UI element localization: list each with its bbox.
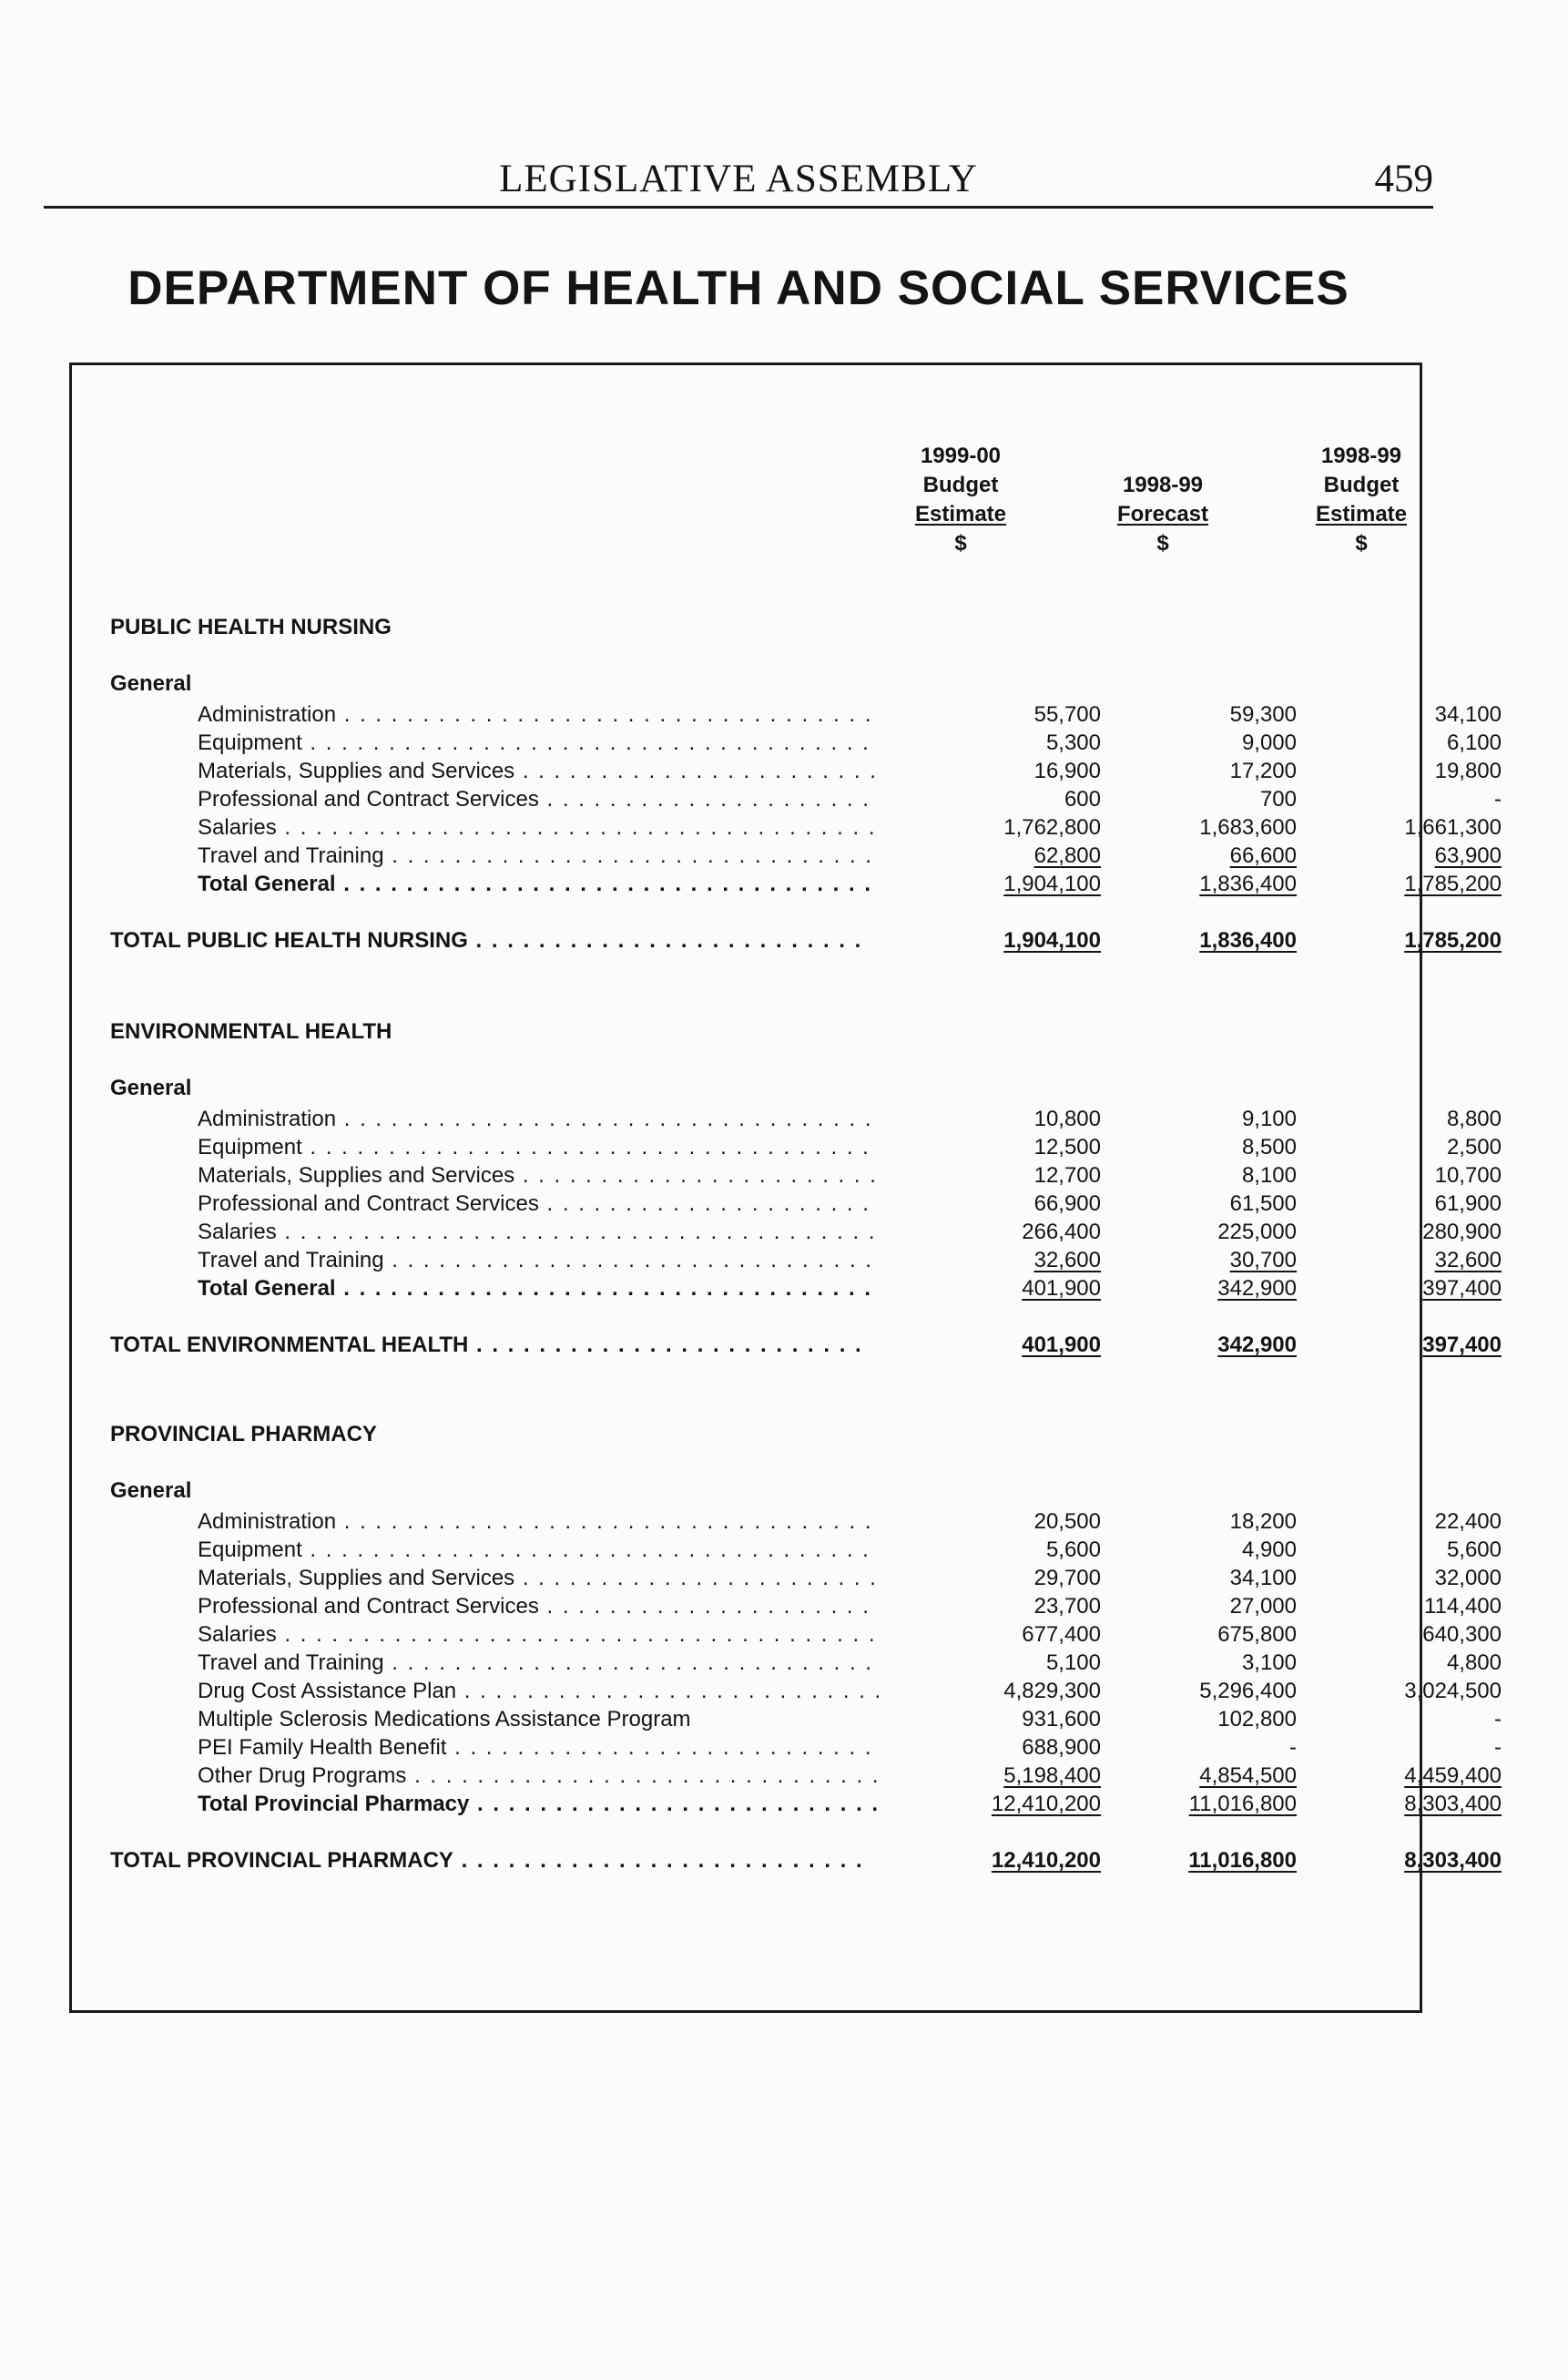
value-1998-99-forecast: 700 — [1259, 787, 1297, 812]
value-1998-99-budget: 10,700 — [1434, 1163, 1502, 1188]
value-1998-99-budget: 63,900 — [1434, 843, 1502, 868]
table-row — [110, 1763, 1502, 1792]
value-1999-00-budget: 401,900 — [1022, 1333, 1101, 1357]
table-row — [110, 1537, 1502, 1566]
value-1999-00-budget: 66,900 — [1033, 1191, 1101, 1216]
value-1998-99-budget: 5,600 — [1446, 1537, 1502, 1562]
value-1999-00-budget: 5,600 — [1045, 1537, 1101, 1562]
row-label: Administration . . . — [198, 1509, 879, 1535]
value-1999-00-budget: 16,900 — [1033, 759, 1101, 783]
value-1998-99-forecast: 5,296,400 — [1199, 1679, 1297, 1703]
value-1998-99-forecast: 9,100 — [1241, 1107, 1297, 1131]
table-row — [110, 730, 1502, 759]
department-title: DEPARTMENT OF HEALTH AND SOCIAL SERVICES — [127, 261, 1349, 315]
section-title: PUBLIC HEALTH NURSING — [110, 615, 392, 639]
value-1999-00-budget: 62,800 — [1033, 843, 1101, 868]
row-label: Professional and Contract Services . . . — [198, 787, 879, 812]
value-1999-00-budget: 12,410,200 — [991, 1848, 1101, 1873]
group-title: General — [110, 671, 192, 696]
row-label: Professional and Contract Services . . . — [198, 1191, 879, 1217]
column-header-currency: $ — [954, 531, 967, 556]
value-1998-99-budget: 2,500 — [1446, 1135, 1502, 1159]
value-1999-00-budget: 29,700 — [1033, 1566, 1101, 1590]
value-1998-99-budget: 280,900 — [1422, 1220, 1502, 1244]
value-1998-99-forecast: - — [1289, 1735, 1297, 1760]
value-1999-00-budget: 32,600 — [1033, 1248, 1101, 1272]
table-row — [110, 1191, 1502, 1220]
value-1998-99-budget: - — [1494, 1707, 1502, 1731]
value-1998-99-budget: 6,100 — [1446, 730, 1502, 755]
value-1998-99-budget: - — [1494, 787, 1502, 812]
column-header-currency: $ — [1355, 531, 1368, 556]
table-row — [110, 1107, 1502, 1135]
table-row-total — [110, 872, 1502, 900]
value-1999-00-budget: 600 — [1064, 787, 1101, 812]
value-1999-00-budget: 55,700 — [1033, 702, 1101, 727]
table-row — [110, 1248, 1502, 1276]
section-title: ENVIRONMENTAL HEALTH — [110, 1019, 392, 1044]
column-header-line — [1063, 442, 1263, 471]
value-1999-00-budget: 12,410,200 — [991, 1792, 1101, 1816]
value-1999-00-budget: 10,800 — [1033, 1107, 1101, 1131]
value-1998-99-forecast: 34,100 — [1229, 1566, 1297, 1590]
page-number: 459 — [1374, 158, 1433, 200]
column-header-line: 1998-99 — [1122, 473, 1204, 497]
row-label: Equipment . . . — [198, 730, 879, 756]
value-1998-99-forecast: 61,500 — [1229, 1191, 1297, 1216]
value-1998-99-forecast: 1,683,600 — [1199, 815, 1297, 840]
section-grand-total — [110, 1333, 1502, 1361]
table-row — [110, 1594, 1502, 1622]
value-1999-00-budget: 23,700 — [1033, 1594, 1101, 1619]
value-1998-99-forecast: 30,700 — [1229, 1248, 1297, 1272]
table-row — [110, 1622, 1502, 1650]
value-1999-00-budget: 677,400 — [1022, 1622, 1101, 1647]
value-1998-99-budget: 19,800 — [1434, 759, 1502, 783]
table-row — [110, 1650, 1502, 1679]
row-label: Materials, Supplies and Services . . . — [198, 1163, 879, 1189]
grand-total-label: TOTAL PUBLIC HEALTH NURSING . . . — [110, 928, 871, 954]
value-1998-99-forecast: 8,500 — [1241, 1135, 1297, 1159]
group-title: General — [110, 1076, 192, 1100]
value-1998-99-budget: 4,800 — [1446, 1650, 1502, 1675]
row-label: Travel and Training . . . — [198, 1650, 879, 1676]
row-label: Equipment . . . — [198, 1135, 879, 1160]
row-label: Total General . . . — [198, 872, 879, 897]
value-1998-99-budget: 397,400 — [1422, 1276, 1502, 1301]
value-1999-00-budget: 5,300 — [1045, 730, 1101, 755]
table-row — [110, 1679, 1502, 1707]
table-row — [110, 1566, 1502, 1594]
value-1998-99-budget: - — [1494, 1735, 1502, 1760]
running-header — [44, 153, 1433, 209]
value-1998-99-forecast: 4,854,500 — [1199, 1763, 1297, 1788]
column-header-currency: $ — [1156, 531, 1169, 556]
value-1998-99-budget: 8,800 — [1446, 1107, 1502, 1131]
value-1998-99-budget: 640,300 — [1422, 1622, 1502, 1647]
row-label: Professional and Contract Services . . . — [198, 1594, 879, 1619]
value-1999-00-budget: 12,500 — [1033, 1135, 1101, 1159]
table-row — [110, 1735, 1502, 1763]
value-1998-99-forecast: 11,016,800 — [1188, 1848, 1297, 1873]
value-1998-99-budget: 8,303,400 — [1404, 1848, 1502, 1873]
running-title: LEGISLATIVE ASSEMBLY — [499, 158, 978, 200]
value-1998-99-forecast: 225,000 — [1217, 1220, 1297, 1244]
section-grand-total — [110, 928, 1502, 956]
section-title: PROVINCIAL PHARMACY — [110, 1422, 377, 1446]
value-1999-00-budget: 5,198,400 — [1003, 1763, 1101, 1788]
value-1998-99-budget: 1,785,200 — [1404, 872, 1502, 896]
column-header-line: 1999-00 — [920, 444, 1002, 468]
value-1998-99-forecast: 342,900 — [1217, 1276, 1297, 1301]
table-row — [110, 702, 1502, 730]
column-header-line: Budget — [1323, 473, 1400, 497]
row-label: Multiple Sclerosis Medications Assistance Program — [198, 1707, 691, 1731]
table-row — [110, 843, 1502, 872]
row-label: PEI Family Health Benefit . . . — [198, 1735, 879, 1761]
grand-total-label: TOTAL ENVIRONMENTAL HEALTH . . . — [110, 1333, 871, 1358]
value-1999-00-budget: 931,600 — [1022, 1707, 1101, 1731]
value-1998-99-forecast: 1,836,400 — [1199, 928, 1297, 953]
value-1998-99-budget: 34,100 — [1434, 702, 1502, 727]
value-1999-00-budget: 401,900 — [1022, 1276, 1101, 1301]
row-label: Total General . . . — [198, 1276, 879, 1302]
value-1999-00-budget: 688,900 — [1022, 1735, 1101, 1760]
value-1999-00-budget: 1,904,100 — [1003, 872, 1101, 896]
column-header-line: 1998-99 — [1320, 444, 1402, 468]
value-1998-99-forecast: 1,836,400 — [1199, 872, 1297, 896]
row-label: Travel and Training . . . — [198, 1248, 879, 1273]
table-row — [110, 787, 1502, 815]
row-label: Other Drug Programs . . . — [198, 1763, 879, 1789]
column-header-forecast-1998-99 — [1063, 442, 1263, 558]
value-1998-99-budget: 397,400 — [1422, 1333, 1502, 1357]
value-1998-99-forecast: 27,000 — [1229, 1594, 1297, 1619]
value-1998-99-forecast: 18,200 — [1229, 1509, 1297, 1534]
row-label: Materials, Supplies and Services . . . — [198, 759, 879, 784]
value-1998-99-budget: 22,400 — [1434, 1509, 1502, 1534]
row-label: Equipment . . . — [198, 1537, 879, 1563]
table-row-total — [110, 1276, 1502, 1304]
value-1998-99-forecast: 66,600 — [1229, 843, 1297, 868]
value-1999-00-budget: 1,904,100 — [1003, 928, 1101, 953]
value-1999-00-budget: 4,829,300 — [1003, 1679, 1101, 1703]
table-row — [110, 1707, 1502, 1735]
value-1998-99-forecast: 59,300 — [1229, 702, 1297, 727]
value-1998-99-budget: 32,600 — [1434, 1248, 1502, 1272]
row-label: Materials, Supplies and Services . . . — [198, 1566, 879, 1591]
value-1999-00-budget: 12,700 — [1033, 1163, 1101, 1188]
row-label: Travel and Training . . . — [198, 843, 879, 869]
grand-total-label: TOTAL PROVINCIAL PHARMACY . . . — [110, 1848, 871, 1874]
column-header-budget-1999-00 — [860, 442, 1061, 558]
table-row — [110, 1163, 1502, 1191]
table-row — [110, 759, 1502, 787]
value-1998-99-forecast: 102,800 — [1217, 1707, 1297, 1731]
group-title: General — [110, 1478, 192, 1503]
value-1998-99-forecast: 11,016,800 — [1188, 1792, 1297, 1816]
section-grand-total — [110, 1848, 1502, 1876]
column-header-line: Budget — [922, 473, 999, 497]
value-1998-99-budget: 3,024,500 — [1404, 1679, 1502, 1703]
row-label: Salaries . . . — [198, 1220, 879, 1245]
estimates-table — [69, 363, 1502, 2013]
value-1999-00-budget: 5,100 — [1045, 1650, 1101, 1675]
value-1999-00-budget: 1,762,800 — [1003, 815, 1101, 840]
column-header-line: Estimate — [914, 502, 1007, 526]
table-row — [110, 1220, 1502, 1248]
value-1998-99-forecast: 4,900 — [1241, 1537, 1297, 1562]
row-label: Administration . . . — [198, 702, 879, 728]
value-1998-99-forecast: 342,900 — [1217, 1333, 1297, 1357]
value-1998-99-budget: 1,785,200 — [1404, 928, 1502, 953]
value-1998-99-budget: 8,303,400 — [1404, 1792, 1502, 1816]
value-1998-99-budget: 1,661,300 — [1404, 815, 1502, 840]
value-1998-99-forecast: 9,000 — [1241, 730, 1297, 755]
value-1998-99-forecast: 3,100 — [1241, 1650, 1297, 1675]
value-1998-99-forecast: 17,200 — [1229, 759, 1297, 783]
column-header-line: Estimate — [1315, 502, 1408, 526]
value-1999-00-budget: 266,400 — [1022, 1220, 1101, 1244]
value-1998-99-budget: 61,900 — [1434, 1191, 1502, 1216]
value-1998-99-budget: 114,400 — [1424, 1594, 1502, 1619]
row-label: Total Provincial Pharmacy . . . — [198, 1792, 879, 1817]
table-row — [110, 815, 1502, 843]
column-header-line: Forecast — [1116, 502, 1209, 526]
row-label: Drug Cost Assistance Plan . . . — [198, 1679, 879, 1704]
table-row — [110, 1135, 1502, 1163]
row-label: Administration . . . — [198, 1107, 879, 1132]
table-row — [110, 1509, 1502, 1537]
value-1998-99-budget: 32,000 — [1434, 1566, 1502, 1590]
column-header-budget-1998-99 — [1261, 442, 1461, 558]
value-1998-99-budget: 4,459,400 — [1404, 1763, 1502, 1788]
value-1999-00-budget: 20,500 — [1033, 1509, 1101, 1534]
value-1998-99-forecast: 675,800 — [1217, 1622, 1297, 1647]
table-row-total — [110, 1792, 1502, 1820]
row-label: Salaries . . . — [198, 1622, 879, 1648]
row-label: Salaries . . . — [198, 815, 879, 841]
value-1998-99-forecast: 8,100 — [1241, 1163, 1297, 1188]
